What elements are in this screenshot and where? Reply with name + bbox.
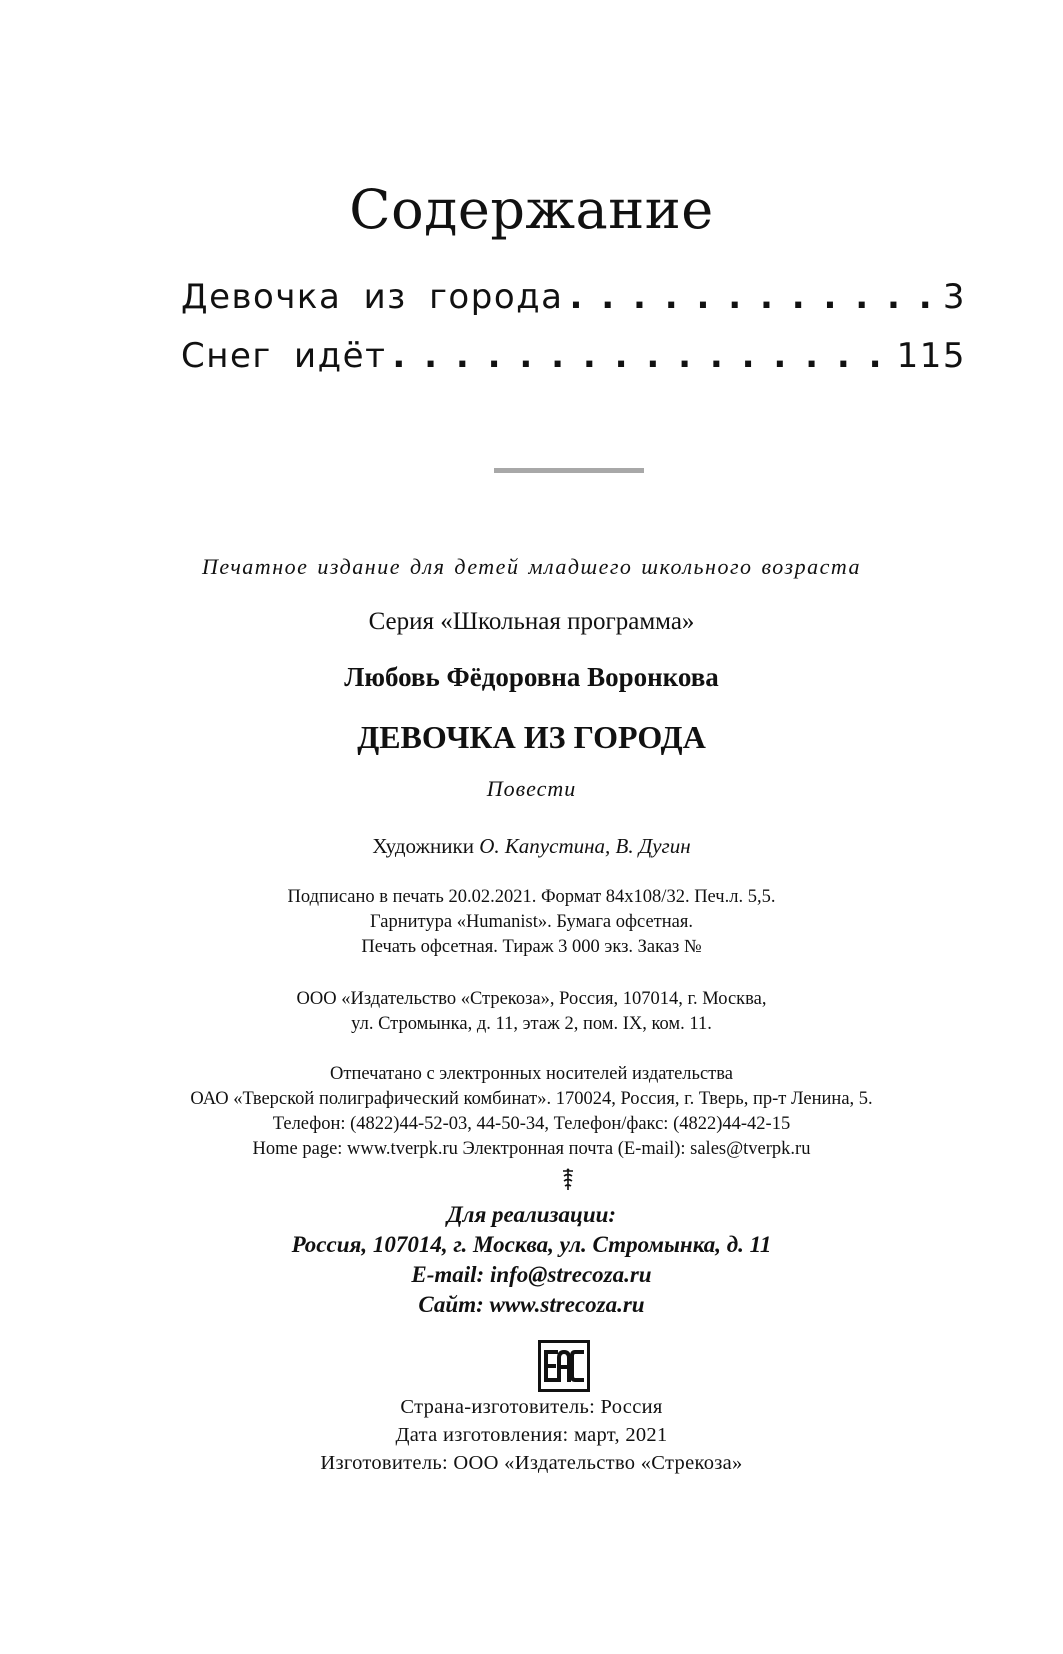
book-title: ДЕВОЧКА ИЗ ГОРОДА [357,719,706,755]
toc-entry-page: 3 [942,277,966,317]
toc-entry-title: Снег идёт [181,336,387,376]
print-info-line: Гарнитура «Humanist». Бумага офсетная. [370,912,693,932]
printer-line: Home page: www.tverpk.ru Электронная почта (E-mail): sales@tverpk.ru [252,1139,811,1159]
toc-entry-page: 115 [896,336,966,376]
printer-info [0,1062,1063,1162]
manufacturer-info [0,1393,1063,1477]
printer-logo-icon [560,1168,576,1192]
toc-leader-dots [569,275,938,319]
print-info-line: Подписано в печать 20.02.2021. Формат 84x108/32. Печ.л. 5,5. [287,887,776,907]
genre-label: Повести [486,776,577,801]
sales-website[interactable]: Сайт: www.strecoza.ru [418,1292,645,1317]
illustrators-label: Художники [372,834,474,858]
contents-title: Содержание [349,178,714,241]
toc-entry[interactable] [181,334,966,378]
sales-email[interactable]: E-mail: info@strecoza.ru [411,1262,652,1287]
illustrators-line [0,831,1063,861]
publisher-line: ООО «Издательство «Стрекоза», Россия, 107014, г. Москва, [296,989,767,1009]
printer-line: ОАО «Тверской полиграфический комбинат». 170024, Россия, г. Тверь, пр-т Ленина, 5. [190,1089,873,1109]
illustrators-names: О. Капустина, В. Дугин [479,834,691,858]
audience-note: Печатное издание для детей младшего школьного возраста [201,554,862,579]
toc-entry-title: Девочка из города [181,277,564,317]
publisher-line: ул. Стромынка, д. 11, этаж 2, пом. IX, ком. 11. [351,1014,712,1034]
series-name: Серия «Школьная программа» [368,608,695,635]
print-info [0,885,1063,960]
printer-line: Отпечатано с электронных носителей издательства [330,1064,733,1084]
publisher-address [0,987,1063,1037]
manufacturer-country: Страна-изготовитель: Россия [400,1396,663,1418]
manufacturer-name: Изготовитель: ООО «Издательство «Стрекоза» [320,1452,743,1474]
print-info-line: Печать офсетная. Тираж 3 000 экз. Заказ № [361,937,702,957]
sales-heading: Для реализации: [446,1202,617,1227]
sales-info [0,1200,1063,1320]
eac-mark-icon [538,1340,590,1392]
printer-line: Телефон: (4822)44-52-03, 44-50-34, Телефон/факс: (4822)44-42-15 [272,1114,791,1134]
section-divider [494,468,644,473]
sales-address: Россия, 107014, г. Москва, ул. Стромынка, д. 11 [291,1232,772,1257]
manufacturing-date: Дата изготовления: март, 2021 [395,1424,668,1446]
toc-entry[interactable] [181,275,966,319]
author-name: Любовь Фёдоровна Воронкова [344,662,719,692]
toc-leader-dots [392,334,892,378]
